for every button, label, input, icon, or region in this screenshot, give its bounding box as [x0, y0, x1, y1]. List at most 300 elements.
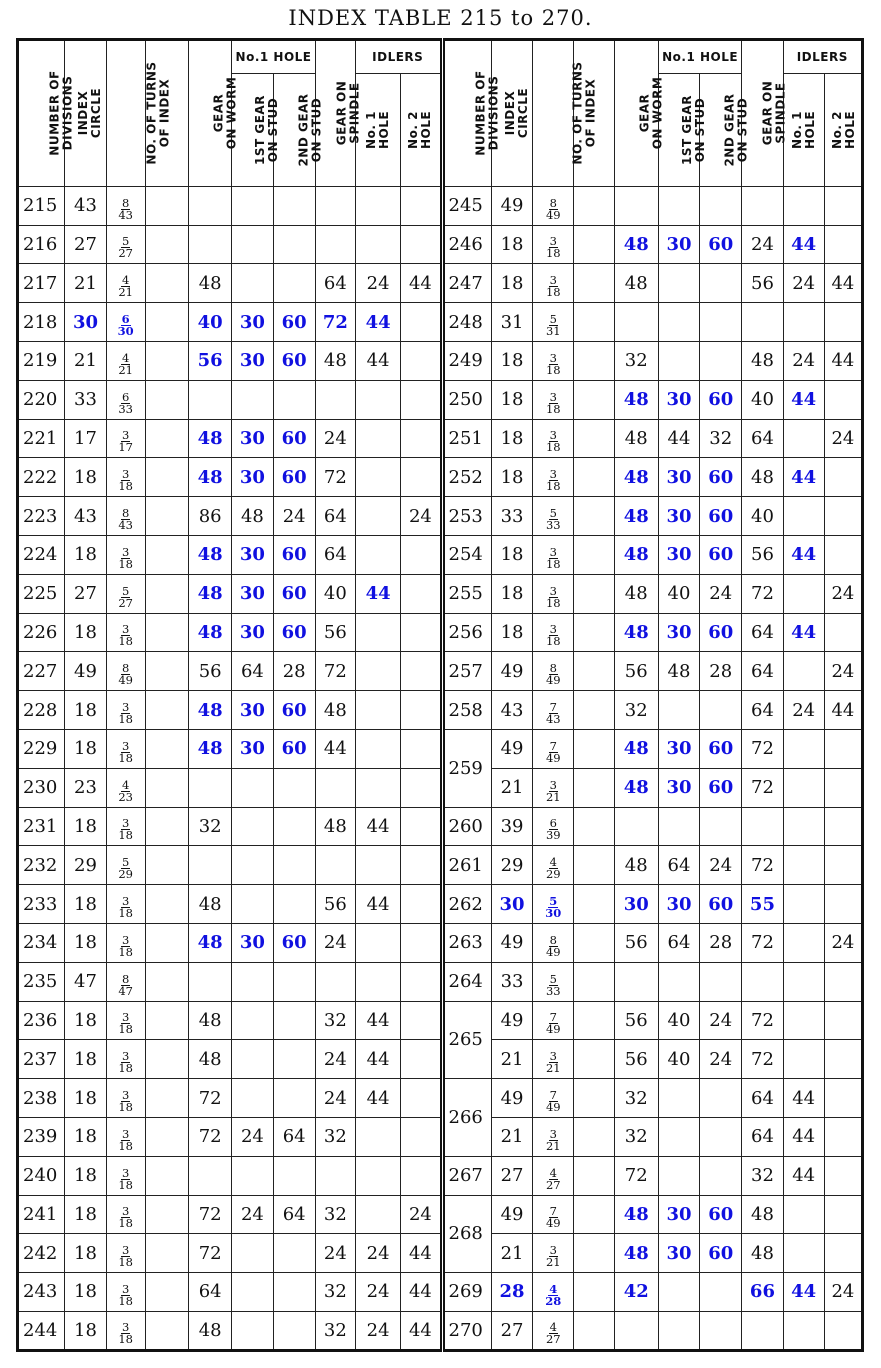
idler-no1-hole — [355, 225, 400, 264]
gear-on-worm: 48 — [189, 691, 232, 730]
table-row — [18, 225, 863, 264]
division-number: 231 — [18, 807, 65, 846]
table-row — [18, 419, 863, 458]
index-circle: 18 — [65, 1234, 106, 1273]
index-circle: 43 — [491, 691, 532, 730]
idler-no1-hole — [355, 613, 400, 652]
idler-no2-hole — [401, 458, 442, 497]
gear-on-worm — [189, 186, 232, 225]
2nd-gear-on-stud: 60 — [273, 923, 315, 962]
gear-on-spindle: 24 — [315, 923, 355, 962]
idler-no2-hole — [401, 225, 442, 264]
idler-no2-hole: 44 — [401, 1311, 442, 1350]
idler-no1-hole — [783, 574, 824, 613]
blank-cell — [574, 1156, 614, 1195]
gear-on-worm: 32 — [614, 1079, 658, 1118]
division-number: 261 — [442, 846, 491, 885]
turns-fraction: $\frac{5}{31}$ — [533, 303, 574, 342]
header-idlers: IDLERS — [783, 40, 862, 74]
division-number: 226 — [18, 613, 65, 652]
2nd-gear-on-stud — [273, 1040, 315, 1079]
1st-gear-on-stud — [658, 1311, 699, 1350]
idler-no1-hole — [783, 885, 824, 924]
turns-fraction: $\frac{4}{21}$ — [106, 341, 145, 380]
turns-fraction: $\frac{7}{49}$ — [533, 729, 574, 768]
gear-on-spindle: 56 — [742, 264, 783, 303]
gear-on-spindle: 48 — [315, 807, 355, 846]
index-circle: 43 — [65, 186, 106, 225]
blank-cell — [145, 768, 188, 807]
blank-cell — [145, 613, 188, 652]
turns-fraction: $\frac{4}{28}$ — [533, 1273, 574, 1312]
index-circle: 33 — [491, 962, 532, 1001]
gear-on-worm — [614, 962, 658, 1001]
1st-gear-on-stud: 30 — [658, 458, 699, 497]
division-number: 251 — [442, 419, 491, 458]
idler-no1-hole — [783, 846, 824, 885]
index-circle: 18 — [65, 458, 106, 497]
1st-gear-on-stud: 30 — [232, 535, 273, 574]
blank-cell — [145, 264, 188, 303]
1st-gear-on-stud — [232, 1311, 273, 1350]
division-number: 225 — [18, 574, 65, 613]
idler-no1-hole — [355, 923, 400, 962]
gear-on-spindle: 40 — [742, 380, 783, 419]
turns-fraction: $\frac{5}{27}$ — [106, 574, 145, 613]
index-circle: 21 — [65, 341, 106, 380]
blank-cell — [145, 1311, 188, 1350]
1st-gear-on-stud — [232, 807, 273, 846]
idler-no2-hole — [401, 1156, 442, 1195]
idler-no1-hole: 44 — [783, 535, 824, 574]
1st-gear-on-stud — [232, 1156, 273, 1195]
gear-on-spindle: 32 — [315, 1001, 355, 1040]
gear-on-worm: 48 — [614, 380, 658, 419]
idler-no2-hole — [824, 303, 862, 342]
gear-on-worm: 48 — [614, 768, 658, 807]
2nd-gear-on-stud — [700, 1311, 742, 1350]
idler-no2-hole — [401, 923, 442, 962]
gear-on-worm: 48 — [189, 574, 232, 613]
gear-on-spindle: 48 — [742, 1234, 783, 1273]
gear-on-worm: 30 — [614, 885, 658, 924]
index-circle: 18 — [65, 1079, 106, 1118]
idler-no1-hole — [783, 186, 824, 225]
1st-gear-on-stud — [658, 303, 699, 342]
blank-cell — [145, 652, 188, 691]
turns-fraction: $\frac{3}{18}$ — [533, 264, 574, 303]
2nd-gear-on-stud — [273, 885, 315, 924]
blank-cell — [145, 419, 188, 458]
header-idler-no2-hole: No. 2 HOLE — [824, 74, 862, 187]
table-row — [18, 264, 863, 303]
blank-cell — [574, 1311, 614, 1350]
idler-no1-hole: 44 — [355, 303, 400, 342]
idler-no1-hole — [783, 303, 824, 342]
2nd-gear-on-stud: 24 — [700, 1040, 742, 1079]
division-number: 232 — [18, 846, 65, 885]
division-number: 224 — [18, 535, 65, 574]
division-number: 230 — [18, 768, 65, 807]
idler-no2-hole — [824, 729, 862, 768]
1st-gear-on-stud: 30 — [658, 380, 699, 419]
1st-gear-on-stud — [232, 846, 273, 885]
idler-no1-hole — [355, 1195, 400, 1234]
turns-fraction: $\frac{5}{27}$ — [106, 225, 145, 264]
gear-on-spindle: 32 — [315, 1117, 355, 1156]
index-circle: 18 — [65, 729, 106, 768]
1st-gear-on-stud: 64 — [658, 846, 699, 885]
1st-gear-on-stud: 30 — [658, 768, 699, 807]
gear-on-spindle: 48 — [742, 341, 783, 380]
idler-no1-hole — [355, 535, 400, 574]
blank-cell — [574, 691, 614, 730]
turns-fraction: $\frac{4}{29}$ — [533, 846, 574, 885]
division-number: 221 — [18, 419, 65, 458]
idler-no1-hole — [783, 1195, 824, 1234]
division-number: 241 — [18, 1195, 65, 1234]
2nd-gear-on-stud — [273, 1079, 315, 1118]
index-circle: 18 — [65, 535, 106, 574]
blank-cell — [145, 885, 188, 924]
turns-fraction: $\frac{3}{21}$ — [533, 1040, 574, 1079]
turns-fraction: $\frac{8}{49}$ — [533, 652, 574, 691]
index-circle: 29 — [65, 846, 106, 885]
idler-no1-hole — [783, 419, 824, 458]
idler-no2-hole — [401, 341, 442, 380]
gear-on-spindle: 32 — [315, 1311, 355, 1350]
gear-on-worm: 56 — [189, 652, 232, 691]
1st-gear-on-stud — [658, 1079, 699, 1118]
index-circle: 21 — [491, 1234, 532, 1273]
header-idlers: IDLERS — [355, 40, 442, 74]
division-number: 229 — [18, 729, 65, 768]
index-circle: 18 — [65, 691, 106, 730]
gear-on-spindle: 72 — [742, 846, 783, 885]
blank-cell — [574, 535, 614, 574]
2nd-gear-on-stud — [273, 846, 315, 885]
gear-on-worm: 48 — [614, 1234, 658, 1273]
gear-on-spindle: 32 — [315, 1273, 355, 1312]
gear-on-spindle — [742, 962, 783, 1001]
gear-on-spindle: 24 — [315, 1079, 355, 1118]
idler-no1-hole — [355, 729, 400, 768]
idler-no1-hole — [355, 186, 400, 225]
1st-gear-on-stud: 30 — [232, 458, 273, 497]
idler-no1-hole: 24 — [783, 341, 824, 380]
gear-on-spindle: 72 — [742, 1001, 783, 1040]
idler-no2-hole — [401, 303, 442, 342]
idler-no2-hole — [824, 1040, 862, 1079]
turns-fraction: $\frac{3}{18}$ — [533, 535, 574, 574]
division-number: 268 — [442, 1195, 491, 1273]
index-circle: 18 — [65, 613, 106, 652]
1st-gear-on-stud: 44 — [658, 419, 699, 458]
1st-gear-on-stud — [232, 885, 273, 924]
gear-on-spindle: 40 — [742, 497, 783, 536]
turns-fraction: $\frac{5}{33}$ — [533, 497, 574, 536]
turns-fraction: $\frac{3}{18}$ — [533, 225, 574, 264]
1st-gear-on-stud: 30 — [232, 691, 273, 730]
header-idler-no1-hole: No. 1 HOLE — [783, 74, 824, 187]
idler-no2-hole — [824, 846, 862, 885]
division-number: 219 — [18, 341, 65, 380]
gear-on-spindle: 56 — [315, 613, 355, 652]
2nd-gear-on-stud: 60 — [273, 535, 315, 574]
turns-fraction: $\frac{3}{18}$ — [106, 535, 145, 574]
blank-cell — [574, 341, 614, 380]
blank-cell — [574, 380, 614, 419]
turns-fraction: $\frac{3}{18}$ — [106, 1079, 145, 1118]
idler-no2-hole — [824, 1156, 862, 1195]
idler-no2-hole — [401, 1117, 442, 1156]
gear-on-spindle — [742, 1311, 783, 1350]
blank-cell — [574, 1273, 614, 1312]
idler-no1-hole: 24 — [355, 1234, 400, 1273]
1st-gear-on-stud: 30 — [232, 613, 273, 652]
division-number: 258 — [442, 691, 491, 730]
2nd-gear-on-stud — [700, 264, 742, 303]
gear-on-worm: 72 — [189, 1117, 232, 1156]
idler-no1-hole — [355, 1156, 400, 1195]
idler-no1-hole — [783, 1311, 824, 1350]
gear-on-worm: 72 — [189, 1195, 232, 1234]
turns-fraction: $\frac{4}{23}$ — [106, 768, 145, 807]
division-number: 218 — [18, 303, 65, 342]
turns-fraction: $\frac{3}{18}$ — [106, 613, 145, 652]
blank-cell — [574, 225, 614, 264]
1st-gear-on-stud: 30 — [232, 419, 273, 458]
gear-on-worm: 48 — [614, 1195, 658, 1234]
index-circle: 18 — [491, 419, 532, 458]
1st-gear-on-stud: 30 — [232, 341, 273, 380]
gear-on-spindle — [315, 768, 355, 807]
table-row — [18, 1156, 863, 1195]
blank-cell — [574, 1040, 614, 1079]
gear-on-worm — [189, 1156, 232, 1195]
header-index-circle: INDEX CIRCLE — [491, 40, 532, 187]
idler-no1-hole — [783, 807, 824, 846]
turns-fraction: $\frac{7}{49}$ — [533, 1001, 574, 1040]
turns-fraction: $\frac{3}{17}$ — [106, 419, 145, 458]
index-circle: 49 — [65, 652, 106, 691]
index-circle: 18 — [65, 885, 106, 924]
index-circle: 30 — [491, 885, 532, 924]
2nd-gear-on-stud — [700, 691, 742, 730]
gear-on-worm: 48 — [614, 729, 658, 768]
idler-no2-hole — [824, 1195, 862, 1234]
1st-gear-on-stud: 30 — [658, 497, 699, 536]
turns-fraction: $\frac{3}{18}$ — [106, 729, 145, 768]
idler-no2-hole — [824, 1079, 862, 1118]
idler-no2-hole: 44 — [824, 264, 862, 303]
division-number: 217 — [18, 264, 65, 303]
gear-on-worm — [189, 225, 232, 264]
idler-no2-hole — [824, 885, 862, 924]
blank-cell — [145, 186, 188, 225]
idler-no2-hole — [401, 885, 442, 924]
2nd-gear-on-stud: 60 — [700, 535, 742, 574]
gear-on-worm — [189, 380, 232, 419]
2nd-gear-on-stud: 60 — [700, 380, 742, 419]
division-number: 215 — [18, 186, 65, 225]
table-row — [18, 1195, 863, 1234]
idler-no2-hole — [824, 768, 862, 807]
division-number: 260 — [442, 807, 491, 846]
gear-on-worm: 48 — [189, 535, 232, 574]
index-circle: 21 — [65, 264, 106, 303]
gear-on-worm: 48 — [189, 885, 232, 924]
gear-on-worm: 48 — [189, 613, 232, 652]
gear-on-spindle: 72 — [742, 923, 783, 962]
table-row — [18, 807, 863, 846]
idler-no1-hole — [783, 1001, 824, 1040]
2nd-gear-on-stud — [700, 1273, 742, 1312]
index-circle: 49 — [491, 1079, 532, 1118]
idler-no2-hole — [824, 1311, 862, 1350]
1st-gear-on-stud: 40 — [658, 1001, 699, 1040]
division-number: 257 — [442, 652, 491, 691]
2nd-gear-on-stud: 60 — [700, 1195, 742, 1234]
division-number: 252 — [442, 458, 491, 497]
1st-gear-on-stud: 30 — [658, 225, 699, 264]
idler-no1-hole — [355, 962, 400, 1001]
turns-fraction: $\frac{3}{21}$ — [533, 768, 574, 807]
turns-fraction: $\frac{7}{49}$ — [533, 1195, 574, 1234]
2nd-gear-on-stud: 28 — [700, 923, 742, 962]
2nd-gear-on-stud: 28 — [273, 652, 315, 691]
idler-no1-hole: 44 — [783, 1117, 824, 1156]
gear-on-worm: 48 — [614, 613, 658, 652]
turns-fraction: $\frac{7}{49}$ — [533, 1079, 574, 1118]
division-number: 247 — [442, 264, 491, 303]
idler-no2-hole: 24 — [824, 923, 862, 962]
turns-fraction: $\frac{3}{18}$ — [533, 613, 574, 652]
idler-no1-hole: 44 — [355, 1079, 400, 1118]
blank-cell — [145, 341, 188, 380]
gear-on-worm: 64 — [189, 1273, 232, 1312]
blank-cell — [574, 962, 614, 1001]
1st-gear-on-stud — [658, 962, 699, 1001]
turns-fraction: $\frac{5}{29}$ — [106, 846, 145, 885]
table-row — [18, 535, 863, 574]
1st-gear-on-stud — [232, 1040, 273, 1079]
division-number: 253 — [442, 497, 491, 536]
idler-no2-hole — [401, 652, 442, 691]
blank-cell — [574, 1117, 614, 1156]
2nd-gear-on-stud: 60 — [273, 574, 315, 613]
index-circle: 18 — [491, 535, 532, 574]
blank-cell — [574, 729, 614, 768]
gear-on-spindle: 48 — [315, 341, 355, 380]
idler-no2-hole: 44 — [401, 1273, 442, 1312]
turns-fraction: $\frac{3}{18}$ — [106, 1195, 145, 1234]
2nd-gear-on-stud: 60 — [273, 458, 315, 497]
index-circle: 33 — [491, 497, 532, 536]
index-circle: 18 — [491, 574, 532, 613]
idler-no1-hole: 44 — [355, 885, 400, 924]
table-row — [18, 1234, 863, 1273]
gear-on-spindle: 48 — [315, 691, 355, 730]
idler-no1-hole — [783, 962, 824, 1001]
gear-on-spindle: 32 — [315, 1195, 355, 1234]
1st-gear-on-stud: 30 — [658, 1195, 699, 1234]
division-number: 245 — [442, 186, 491, 225]
1st-gear-on-stud — [658, 1273, 699, 1312]
1st-gear-on-stud — [658, 691, 699, 730]
idler-no2-hole: 24 — [824, 419, 862, 458]
division-number: 223 — [18, 497, 65, 536]
gear-on-spindle — [315, 225, 355, 264]
1st-gear-on-stud — [232, 768, 273, 807]
header-gear-on-spindle: GEAR ON SPINDLE — [315, 40, 355, 187]
turns-fraction: $\frac{3}{18}$ — [106, 885, 145, 924]
index-circle: 28 — [491, 1273, 532, 1312]
table-row — [18, 341, 863, 380]
turns-fraction: $\frac{4}{27}$ — [533, 1156, 574, 1195]
table-row — [18, 186, 863, 225]
blank-cell — [574, 574, 614, 613]
header-1st-gear-on-stud: 1ST GEAR ON STUD — [658, 74, 699, 187]
header-1st-gear-on-stud: 1ST GEAR ON STUD — [232, 74, 273, 187]
gear-on-spindle: 48 — [742, 458, 783, 497]
table-row — [18, 923, 863, 962]
index-circle: 18 — [491, 341, 532, 380]
division-number: 240 — [18, 1156, 65, 1195]
turns-fraction: $\frac{3}{18}$ — [533, 341, 574, 380]
idler-no1-hole: 44 — [355, 574, 400, 613]
idler-no2-hole — [401, 729, 442, 768]
index-circle: 49 — [491, 1001, 532, 1040]
gear-on-spindle: 72 — [742, 729, 783, 768]
2nd-gear-on-stud — [700, 1117, 742, 1156]
idler-no2-hole — [401, 419, 442, 458]
table-row — [18, 885, 863, 924]
turns-fraction: $\frac{8}{49}$ — [533, 923, 574, 962]
gear-on-worm: 48 — [614, 264, 658, 303]
2nd-gear-on-stud: 60 — [700, 225, 742, 264]
gear-on-worm: 48 — [614, 458, 658, 497]
1st-gear-on-stud — [658, 1156, 699, 1195]
division-number: 238 — [18, 1079, 65, 1118]
table-row — [18, 962, 863, 1001]
blank-cell — [145, 807, 188, 846]
blank-cell — [574, 885, 614, 924]
idler-no2-hole: 24 — [824, 574, 862, 613]
blank-cell — [145, 380, 188, 419]
gear-on-spindle: 56 — [315, 885, 355, 924]
index-circle: 23 — [65, 768, 106, 807]
division-number: 220 — [18, 380, 65, 419]
table-row — [18, 846, 863, 885]
division-number: 262 — [442, 885, 491, 924]
header-divisions: NUMBER OF DIVISIONS — [442, 40, 491, 187]
2nd-gear-on-stud: 60 — [273, 729, 315, 768]
1st-gear-on-stud: 30 — [658, 729, 699, 768]
gear-on-spindle: 64 — [742, 691, 783, 730]
table-row — [18, 1079, 863, 1118]
idler-no1-hole — [783, 729, 824, 768]
index-circle: 29 — [491, 846, 532, 885]
blank-cell — [145, 1001, 188, 1040]
turns-fraction: $\frac{4}{27}$ — [533, 1311, 574, 1350]
1st-gear-on-stud: 30 — [658, 1234, 699, 1273]
turns-fraction: $\frac{3}{21}$ — [533, 1117, 574, 1156]
idler-no1-hole — [783, 652, 824, 691]
idler-no2-hole — [824, 497, 862, 536]
idler-no2-hole — [824, 186, 862, 225]
blank-cell — [574, 768, 614, 807]
